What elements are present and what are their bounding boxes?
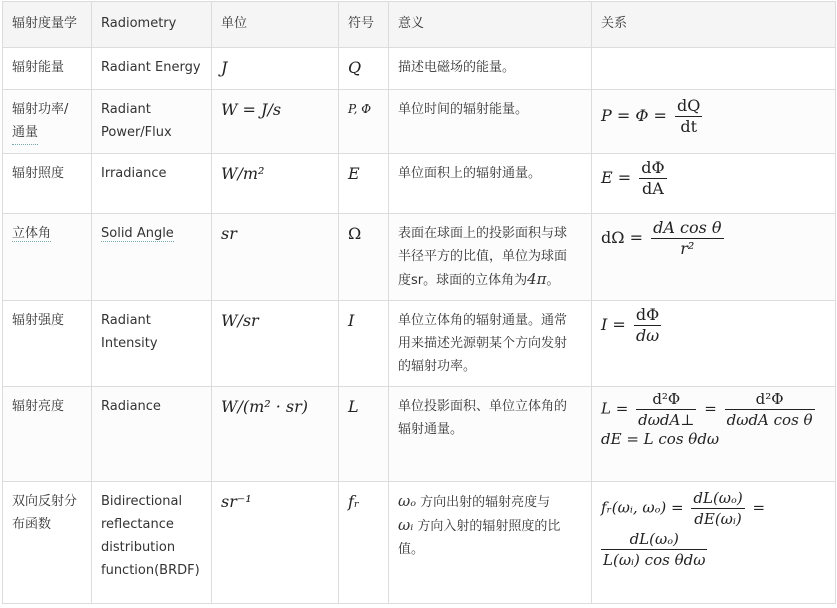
relation-formula-2: dE = L cos θdω bbox=[601, 430, 720, 448]
radiometry-table bbox=[2, 1, 836, 604]
relation-formula-2: $\frac{\text{dL(ωₒ)}}{\text{L(ωᵢ) cos θdω}}$ bbox=[603, 530, 706, 569]
cell-meaning: 单位投影面积、单位立体角的 辐射通量。 bbox=[389, 387, 592, 482]
cell-meaning: 单位时间的辐射能量。 bbox=[389, 90, 592, 154]
relation-formula: P = Φ = $\frac{dQ}{dt}$ bbox=[601, 96, 701, 136]
header-relation: 关系 bbox=[592, 2, 836, 48]
header-meaning: 意义 bbox=[389, 2, 592, 48]
header-radiometry-en: Radiometry bbox=[92, 2, 212, 48]
table-row bbox=[3, 154, 836, 214]
relation-formula: fᵣ(ωᵢ, ωₒ) = $\frac{\text{dL(ωₒ)}}{\text{dE(ωᵢ)}}$ = bbox=[601, 489, 766, 528]
cell-relation bbox=[592, 301, 836, 387]
cell-name-en: Radiance bbox=[92, 387, 212, 482]
cell-unit: W/(m² · sr) bbox=[212, 387, 339, 482]
cell-name-zh: 辐射能量 bbox=[3, 48, 92, 90]
cell-relation bbox=[592, 482, 836, 604]
cell-meaning: 描述电磁场的能量。 bbox=[389, 48, 592, 90]
table-row bbox=[3, 482, 836, 604]
cell-unit: sr⁻¹ bbox=[212, 482, 339, 604]
cell-unit: W = J/s bbox=[212, 90, 339, 154]
header-unit: 单位 bbox=[212, 2, 339, 48]
header-radiometry-zh: 辐射度量学 bbox=[3, 2, 92, 48]
cell-meaning: 单位面积上的辐射通量。 bbox=[389, 154, 592, 214]
cell-symbol: Ω bbox=[339, 214, 389, 301]
cell-meaning: ωₒ 方向出射的辐射亮度与 ωᵢ 方向入射的辐射照度的比 值。 bbox=[389, 482, 592, 604]
cell-name-en: Irradiance bbox=[92, 154, 212, 214]
cell-meaning: 表面在球面上的投影面积与球 半径平方的比值，单位为球面 度sr。球面的立体角为4π。 bbox=[389, 214, 592, 301]
cell-unit: W/m² bbox=[212, 154, 339, 214]
cell-relation bbox=[592, 154, 836, 214]
cell-name-zh: 辐射照度 bbox=[3, 154, 92, 214]
cell-name-en: Radiant Power/Flux bbox=[92, 90, 212, 154]
cell-name-zh: 辐射功率/ 通量 bbox=[3, 90, 92, 154]
cell-name-zh: 辐射强度 bbox=[3, 301, 92, 387]
cell-symbol: fᵣ bbox=[339, 482, 389, 604]
cell-name-en: Solid Angle bbox=[92, 214, 212, 301]
cell-symbol: P, Φ bbox=[339, 90, 389, 154]
cell-name-zh: 双向反射分 布函数 bbox=[3, 482, 92, 604]
cell-name-en: Radiant Intensity bbox=[92, 301, 212, 387]
table-row bbox=[3, 301, 836, 387]
cell-symbol: L bbox=[339, 387, 389, 482]
cell-symbol: Q bbox=[339, 48, 389, 90]
relation-formula: E = $\frac{d\Phi}{dA}$ bbox=[601, 158, 665, 198]
header-symbol: 符号 bbox=[339, 2, 389, 48]
relation-formula: dΩ = $\frac{\text{dA cos θ}}{\text{r²}}$ bbox=[601, 218, 722, 258]
cell-name-en: Radiant Energy bbox=[92, 48, 212, 90]
cell-unit: W/sr bbox=[212, 301, 339, 387]
cell-unit: J bbox=[212, 48, 339, 90]
cell-relation bbox=[592, 90, 836, 154]
cell-symbol: I bbox=[339, 301, 389, 387]
cell-name-zh: 立体角 bbox=[3, 214, 92, 301]
cell-name-zh: 辐射亮度 bbox=[3, 387, 92, 482]
cell-relation bbox=[592, 48, 836, 90]
cell-relation bbox=[592, 387, 836, 482]
relation-formula: I = $\frac{d\Phi}{d\omega}$ bbox=[601, 305, 660, 345]
cell-name-en: Bidirectional reflectance distribution function(BRDF) bbox=[92, 482, 212, 604]
table-row bbox=[3, 48, 836, 90]
table-row bbox=[3, 214, 836, 301]
cell-unit: sr bbox=[212, 214, 339, 301]
cell-relation bbox=[592, 214, 836, 301]
table-row bbox=[3, 90, 836, 154]
relation-formula: L = $\frac{\text{d²Φ}}{\text{dωdA⊥}}$ = $\frac{\text{d²Φ}}{\text{dωdA cos θ}}$ bbox=[601, 390, 813, 429]
cell-meaning: 单位立体角的辐射通量。通常 用来描述光源朝某个方向发射 的辐射功率。 bbox=[389, 301, 592, 387]
table-row bbox=[3, 387, 836, 482]
cell-symbol: E bbox=[339, 154, 389, 214]
header-row bbox=[3, 2, 836, 48]
